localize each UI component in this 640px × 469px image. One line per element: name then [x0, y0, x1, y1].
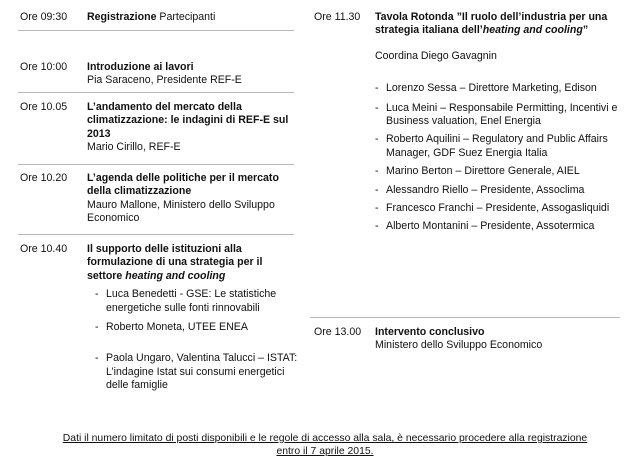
session-speaker: Mauro Mallone, Ministero dello Sviluppo Economico — [87, 198, 275, 225]
session-coordinator: Coordina Diego Gavagnin — [375, 49, 497, 62]
divider — [310, 317, 620, 318]
panelist-item: - Lorenzo Sessa – Direttore Marketing, Edison — [375, 82, 636, 95]
speaker-item: - Paola Ungaro, Valentina Talucci – ISTAT: L’indagine Istat sui consumi energetici delle famiglie — [95, 352, 298, 392]
panelist-item: - Alessandro Riello – Presidente, Assoclima — [375, 184, 636, 197]
divider — [18, 164, 294, 165]
session-time: Ore 10.40 — [20, 243, 68, 255]
panelist-item: - Alberto Montanini – Presidente, Assotermica — [375, 220, 636, 233]
session-speaker: Mario Cirillo, REF-E — [87, 141, 181, 154]
panelist-list — [375, 82, 636, 234]
session-time: Ore 10:00 — [20, 61, 68, 73]
speaker-item: - Roberto Moneta, UTEE ENEA — [95, 321, 298, 334]
session-title: Introduzione ai lavori — [87, 61, 194, 73]
panelist-item: - Roberto Aquilini – Regulatory and Public Affairs Manager, GDF Suez Energia Italia — [375, 133, 636, 160]
speaker-item: - Luca Benedetti - GSE: Le statistiche energetiche sulle fonti rinnovabili — [95, 288, 298, 315]
panelist-item: - Marino Berton – Direttore Generale, AIEL — [375, 165, 636, 178]
session-time: Ore 11.30 — [314, 11, 361, 23]
session-time: Ore 09:30 — [20, 11, 68, 23]
session-time: Ore 13.00 — [314, 326, 362, 338]
session-speaker: Ministero dello Sviluppo Economico — [375, 339, 543, 352]
panelist-item: - Luca Meini – Responsabile Permitting, Incentivi e Business valuation, Enel Energia — [375, 102, 636, 129]
panelist-item: - Francesco Franchi – Presidente, Assogasliquidi — [375, 202, 636, 215]
divider — [18, 234, 294, 235]
session-title: Il supporto delle istituzioni alla formulazione di una strategia per il settore heating and cooling — [87, 243, 263, 282]
session-title: Tavola Rotonda ”Il ruolo dell’industria per una strategia italiana dell’heating and cooling” — [375, 11, 608, 37]
session-title: L’agenda delle politiche per il mercato della climatizzazione — [87, 172, 279, 198]
divider — [18, 92, 294, 93]
speaker-list — [95, 288, 298, 392]
session-time: Ore 10.20 — [20, 172, 68, 184]
registration-notice: Dati il numero limitato di posti disponibili e le regole di accesso alla sala, è necessario procedere alla registrazione entro il 7 aprile 2015. — [62, 433, 588, 458]
session-title: Registrazione Partecipanti — [87, 11, 216, 23]
session-title: Intervento conclusivo — [375, 326, 485, 338]
divider — [18, 30, 294, 31]
session-time: Ore 10.05 — [20, 101, 68, 113]
session-title: L’andamento del mercato della climatizzazione: le indagini di REF-E sul 2013 — [87, 101, 289, 140]
session-speaker: Pia Saraceno, Presidente REF-E — [87, 74, 242, 87]
